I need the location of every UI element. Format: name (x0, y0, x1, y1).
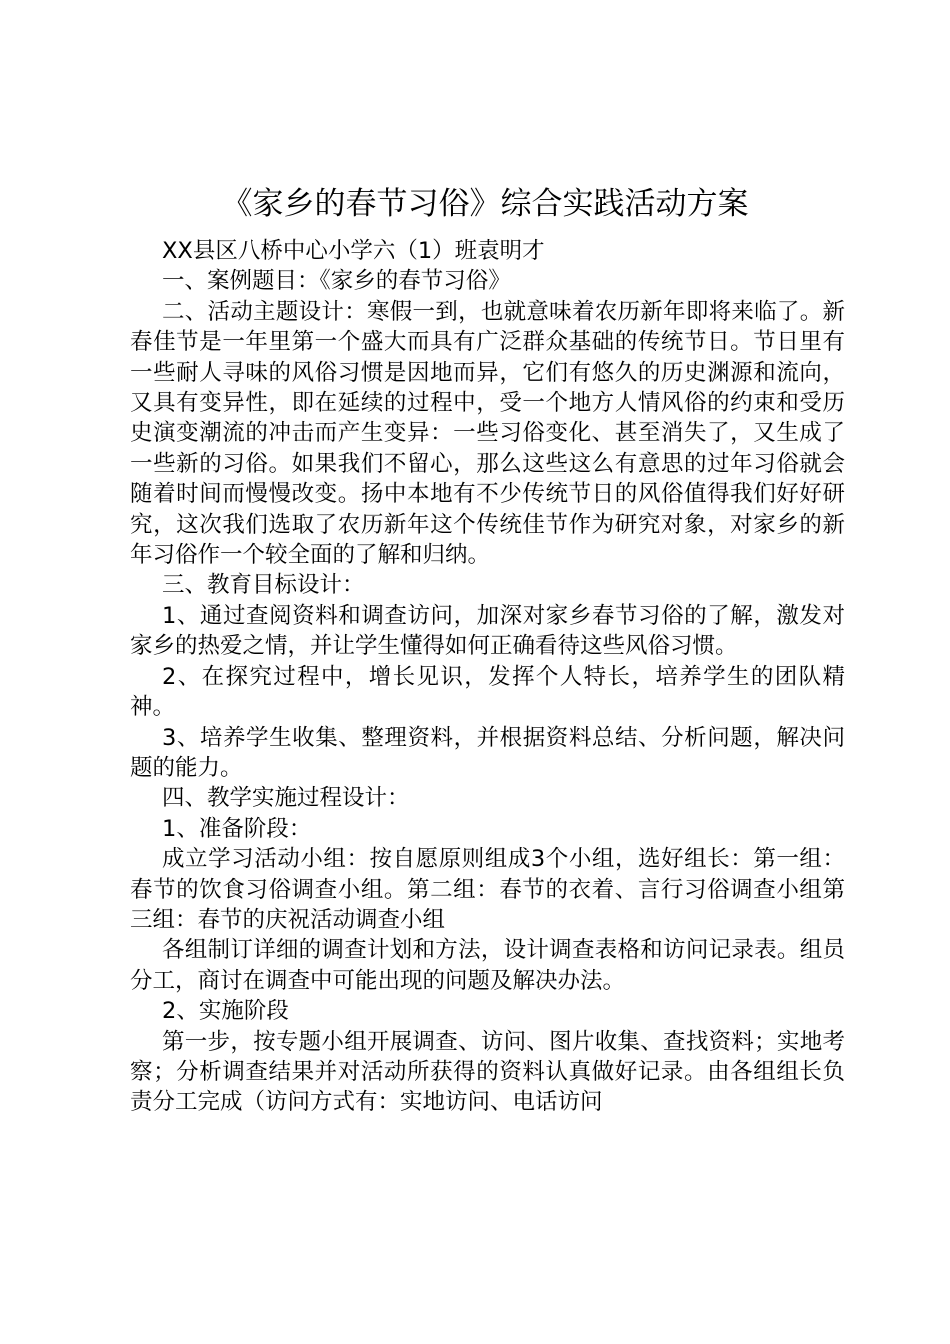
section-teaching-process: 四、教学实施过程设计： (162, 785, 410, 812)
implementation-step-1: 第一步，按专题小组开展调查、访问、图片收集、查找资料；实地考察；分析调查结果并对活动所获得的资料认真做好记录。由各组组长负责分工完成（访问方式有：实地访问、电话访问 (130, 1028, 845, 1116)
preparation-groups: 成立学习活动小组：按自愿原则组成3个小组，选好组长：第一组：春节的饮食习俗调查小组。第二组：春节的衣着、言行习俗调查小组第三组：春节的庆祝活动调查小组 (130, 846, 845, 933)
author-line: XX县区八桥中心小学六（1）班袁明才 (162, 238, 545, 264)
document-title: 《家乡的春节习俗》综合实践活动方案 (221, 186, 749, 222)
section-theme-design: 二、活动主题设计：寒假一到，也就意味着农历新年即将来临了。新春佳节是一年里第一个盛大而具有广泛群众基础的传统节日。节日里有一些耐人寻味的风俗习惯是因地而异，它们有悠久的历史渊源和流向，又具有变异性，即在延续的过程中，受一个地方人情风俗的约束和受历史演变潮流的冲击而产生变异：一些习俗变化、甚至消失了，又生成了一些新的习俗。如果我们不留心，那么这些这么有意思的过年习俗就会随着时间而慢慢改变。扬中本地有不少传统节日的风俗值得我们好好研究，这次我们选取了农历新年这个传统佳节作为研究对象，对家乡的新年习俗作一个较全面的了解和归纳。 (130, 298, 845, 569)
preparation-plans: 各组制订详细的调查计划和方法，设计调查表格和访问记录表。组员分工，商讨在调查中可能出现的问题及解决办法。 (130, 937, 845, 994)
goal-item-3: 3、培养学生收集、整理资料，并根据资料总结、分析问题，解决问题的能力。 (130, 724, 845, 781)
section-case-title: 一、案例题目：《家乡的春节习俗》 (162, 268, 511, 295)
document-body (130, 236, 845, 1118)
goal-item-1: 1、通过查阅资料和调查访问，加深对家乡春节习俗的了解，激发对家乡的热爱之情，并让学生懂得如何正确看待这些风俗习惯。 (130, 602, 845, 660)
goal-item-2: 2、在探究过程中，增长见识，发挥个人特长，培养学生的团队精神。 (130, 663, 845, 721)
stage-preparation: 1、准备阶段： (162, 815, 312, 842)
section-education-goals: 三、教育目标设计： (162, 572, 365, 599)
stage-implementation: 2、实施阶段 (162, 998, 289, 1025)
